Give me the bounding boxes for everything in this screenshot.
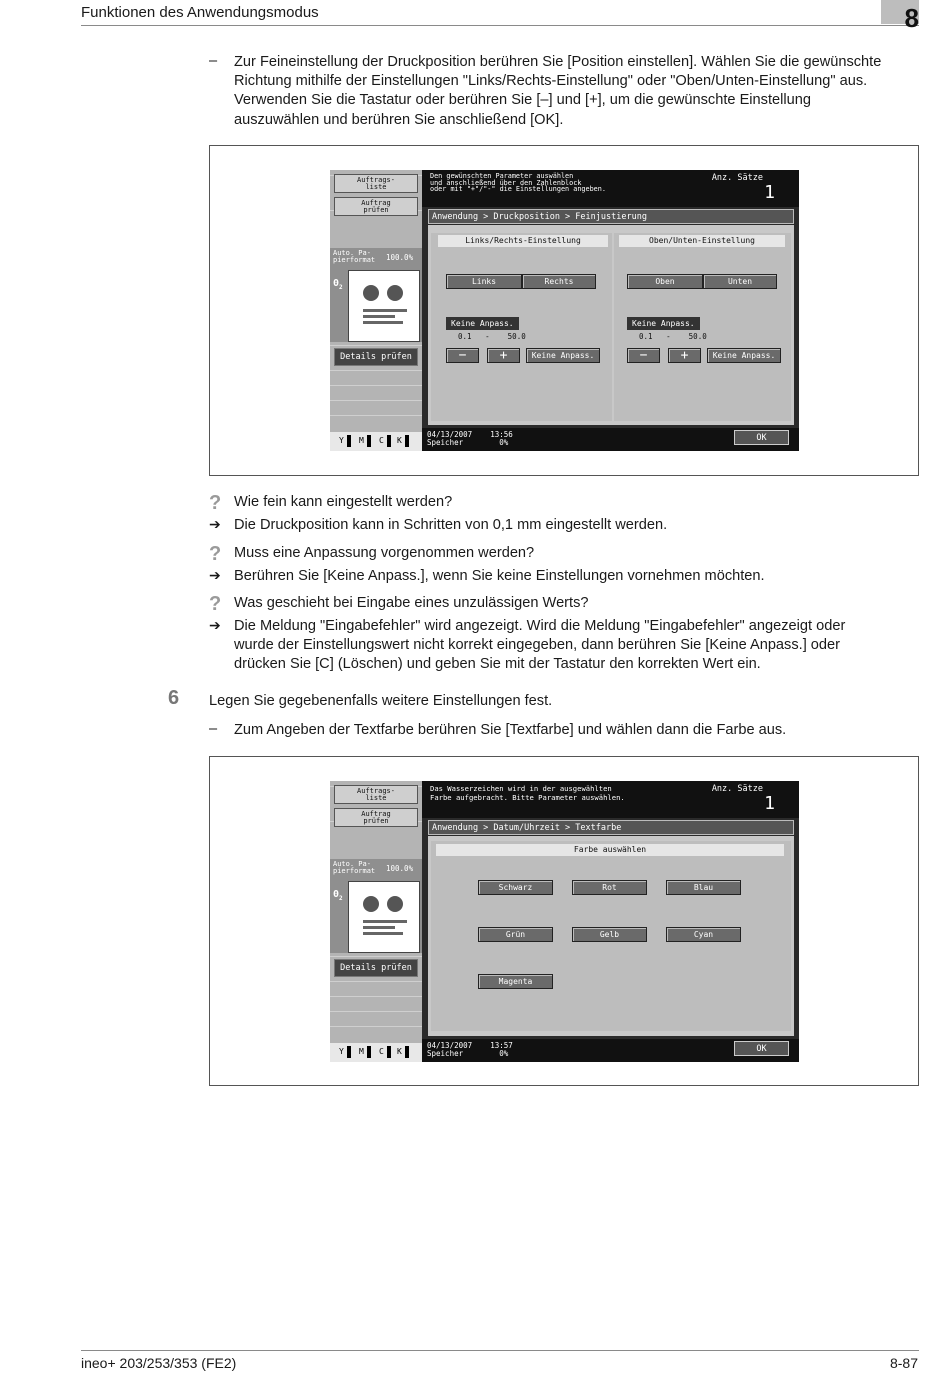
- instruction-message: Das Wasserzeichen wird in der ausgewählten Farbe aufgebracht. Bitte Parameter auswählen.: [430, 784, 625, 802]
- toner-label-y: Y: [339, 436, 344, 445]
- page-preview: [348, 270, 420, 342]
- answer-3: [234, 617, 845, 675]
- arrow-icon: ➔: [209, 617, 221, 633]
- left-right-title: Links/Rechts-Einstellung: [438, 235, 608, 247]
- copies-value: 1: [764, 793, 775, 814]
- screenshot-frame-1: [209, 145, 919, 476]
- up-down-range: 0.1 - 50.0: [639, 332, 707, 341]
- footer-page-number: 8-87: [889, 1355, 918, 1371]
- sidebar: [330, 781, 422, 1062]
- status-bar: [422, 1039, 799, 1062]
- no-adjust-button[interactable]: Keine Anpass.: [707, 348, 781, 363]
- plus-button[interactable]: +: [487, 348, 520, 363]
- chapter-badge: [881, 0, 919, 33]
- question-icon: ?: [209, 492, 222, 514]
- step-text: Legen Sie gegebenenfalls weitere Einstellungen fest.: [209, 693, 553, 709]
- color-blue-button[interactable]: Blau: [666, 880, 741, 895]
- intro-line: Richtung mithilfe der Einstellungen "Links/Rechts-Einstellung" oder "Oben/Unten-Einstellung" aus.: [234, 73, 868, 90]
- step-number: 6: [168, 687, 180, 709]
- color-yellow-button[interactable]: Gelb: [572, 927, 647, 942]
- color-green-button[interactable]: Grün: [478, 927, 553, 942]
- color-panel-title: Farbe auswählen: [436, 844, 784, 856]
- up-down-panel: [614, 233, 791, 421]
- up-down-title: Oben/Unten-Einstellung: [619, 235, 785, 247]
- plus-button[interactable]: +: [668, 348, 701, 363]
- step-sub-text: Zum Angeben der Textfarbe berühren Sie [Textfarbe] und wählen dann die Farbe aus.: [234, 722, 787, 738]
- color-cyan-button[interactable]: Cyan: [666, 927, 741, 942]
- auto-paper-label: Auto. Pa- pierformat: [333, 249, 376, 264]
- question-3: Was geschieht bei Eingabe eines unzulässigen Werts?: [234, 595, 589, 611]
- up-down-status: Keine Anpass.: [627, 317, 700, 330]
- message-bar: [422, 170, 799, 207]
- color-black-button[interactable]: Schwarz: [478, 880, 553, 895]
- left-button[interactable]: Links: [446, 274, 522, 289]
- up-button[interactable]: Oben: [627, 274, 703, 289]
- breadcrumb: Anwendung > Datum/Uhrzeit > Textfarbe: [428, 820, 794, 835]
- step-dash: –: [209, 721, 218, 737]
- color-red-button[interactable]: Rot: [572, 880, 647, 895]
- copies-value: 1: [764, 182, 775, 203]
- toner-label-k: K: [397, 1047, 402, 1056]
- toner-label-k: K: [397, 436, 402, 445]
- duplex-icon: $0_2$: [333, 889, 343, 902]
- toner-label-c: C: [379, 436, 384, 445]
- arrow-icon: ➔: [209, 516, 221, 532]
- minus-button[interactable]: −: [446, 348, 479, 363]
- message-bar: [422, 781, 799, 818]
- details-button[interactable]: Details prüfen: [334, 348, 418, 366]
- ok-button[interactable]: OK: [734, 430, 789, 445]
- intro-dash: –: [209, 53, 218, 69]
- intro-line: Zur Feineinstellung der Druckposition berühren Sie [Position einstellen]. Wählen Sie die gewünschte: [234, 54, 882, 70]
- intro-line: Verwenden Sie die Tastatur oder berühren Sie [–] und [+], um die gewünschte Einstellung: [234, 92, 811, 109]
- ok-button[interactable]: OK: [734, 1041, 789, 1056]
- toner-levels: [330, 432, 422, 451]
- copies-label: Anz. Sätze: [711, 784, 763, 794]
- details-button[interactable]: Details prüfen: [334, 959, 418, 977]
- minus-button[interactable]: −: [627, 348, 660, 363]
- zoom-value: 100.0%: [386, 253, 414, 262]
- left-right-panel: [431, 233, 612, 421]
- check-job-button[interactable]: Auftrag prüfen: [334, 808, 418, 827]
- no-adjust-button[interactable]: Keine Anpass.: [526, 348, 600, 363]
- toner-label-m: M: [359, 1047, 364, 1056]
- right-button[interactable]: Rechts: [522, 274, 596, 289]
- question-2: Muss eine Anpassung vorgenommen werden?: [234, 545, 535, 561]
- answer-line: drücken Sie [C] (Löschen) und geben Sie mit der Tastatur den korrekten Wert ein.: [234, 656, 761, 673]
- toner-label-c: C: [379, 1047, 384, 1056]
- footer-rule: [81, 1350, 919, 1351]
- intro-line: auszuwählen und berühren Sie anschließend [OK].: [234, 111, 564, 128]
- auto-paper-label: Auto. Pa- pierformat: [333, 860, 376, 875]
- color-panel: [431, 841, 791, 1031]
- date-time-memory: 04/13/2007 13:57 Speicher 0%: [427, 1041, 513, 1058]
- left-right-status: Keine Anpass.: [446, 317, 519, 330]
- answer-line: Die Meldung "Eingabefehler" wird angezeigt. Wird die Meldung "Eingabefehler" angezeigt oder: [234, 618, 846, 634]
- device-screen-1: [330, 170, 799, 451]
- header-rule: [81, 25, 919, 26]
- sidebar: [330, 170, 422, 451]
- color-magenta-button[interactable]: Magenta: [478, 974, 553, 989]
- date-time-memory: 04/13/2007 13:56 Speicher 0%: [427, 430, 513, 447]
- answer-2: Berühren Sie [Keine Anpass.], wenn Sie keine Einstellungen vornehmen möchten.: [234, 568, 765, 584]
- question-1: Wie fein kann eingestellt werden?: [234, 494, 453, 510]
- breadcrumb: Anwendung > Druckposition > Feinjustierung: [428, 209, 794, 224]
- question-icon: ?: [209, 593, 222, 615]
- answer-1: Die Druckposition kann in Schritten von 0,1 mm eingestellt werden.: [234, 517, 668, 533]
- status-bar: [422, 428, 799, 451]
- footer-product: ineo+ 203/253/353 (FE2): [81, 1355, 237, 1371]
- screenshot-frame-2: [209, 756, 919, 1086]
- color-select-content: [428, 836, 794, 1036]
- page-header-title: Funktionen des Anwendungsmodus: [81, 4, 319, 21]
- down-button[interactable]: Unten: [703, 274, 777, 289]
- device-screen-2: [330, 781, 799, 1062]
- toner-label-y: Y: [339, 1047, 344, 1056]
- question-icon: ?: [209, 543, 222, 565]
- intro-paragraph: [234, 53, 881, 130]
- check-job-button[interactable]: Auftrag prüfen: [334, 197, 418, 216]
- answer-line: wurde der Einstellungswert nicht korrekt eingegeben, dann berühren Sie [Keine Anpass.] oder: [234, 637, 841, 654]
- instruction-message: Den gewünschten Parameter auswählen und anschließend über den Zahlenblock oder mit "+"/"-" die Einstellungen angeben.: [430, 172, 606, 193]
- settings-content: [428, 225, 794, 425]
- zoom-value: 100.0%: [386, 864, 414, 873]
- copies-label: Anz. Sätze: [711, 173, 763, 183]
- arrow-icon: ➔: [209, 567, 221, 583]
- job-list-button[interactable]: Auftrags- liste: [334, 174, 418, 193]
- left-right-range: 0.1 - 50.0: [458, 332, 526, 341]
- toner-levels: [330, 1043, 422, 1062]
- toner-label-m: M: [359, 436, 364, 445]
- job-list-button[interactable]: Auftrags- liste: [334, 785, 418, 804]
- duplex-icon: $0_2$: [333, 278, 343, 291]
- page-preview: [348, 881, 420, 953]
- chapter-number: 8: [904, 3, 919, 33]
